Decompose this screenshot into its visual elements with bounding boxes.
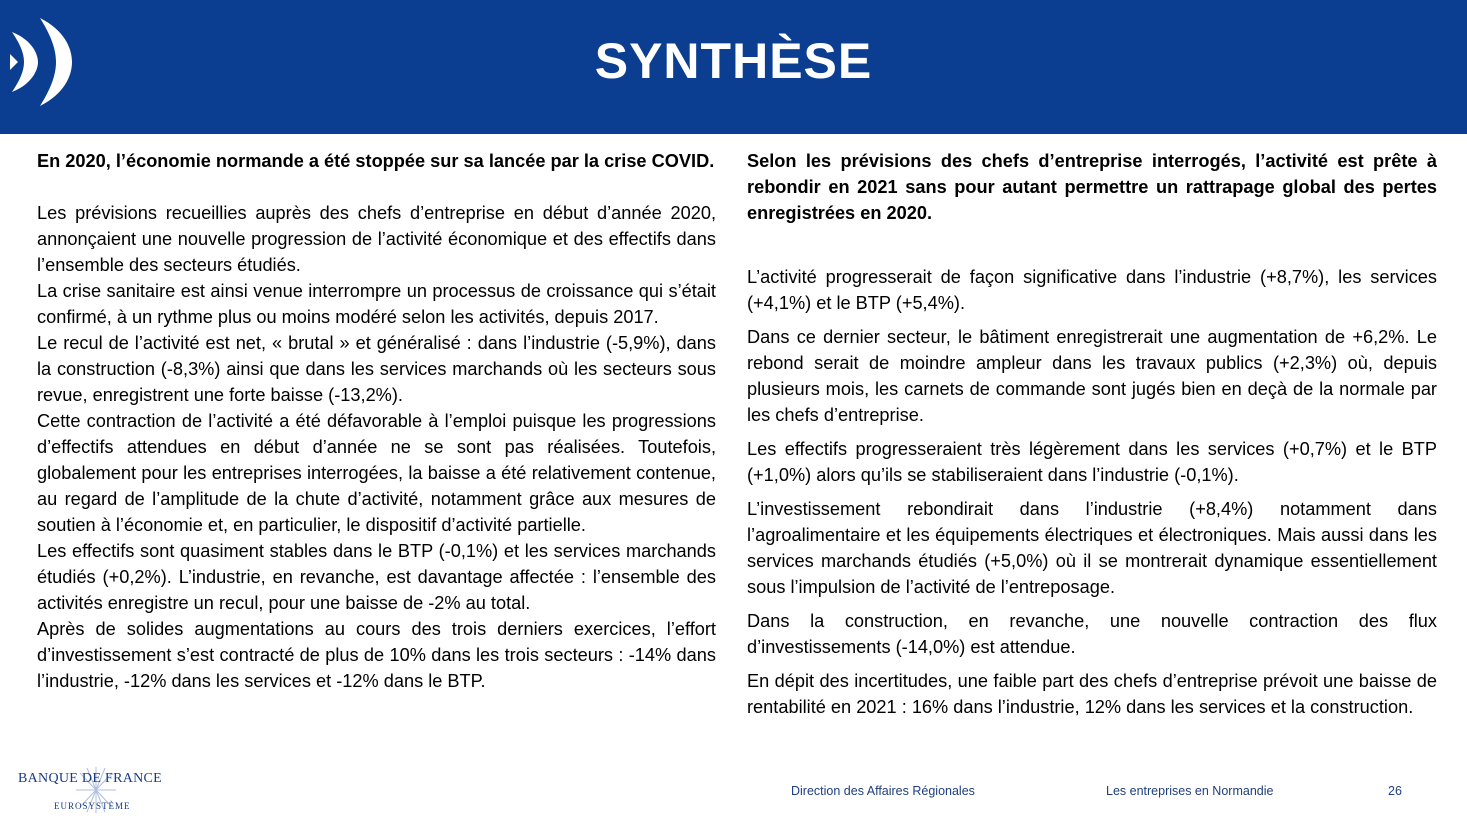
left-lead-paragraph: En 2020, l’économie normande a été stoppée sur sa lancée par la crise COVID. [37, 151, 715, 171]
footer-department: Direction des Affaires Régionales [791, 784, 975, 798]
right-paragraph: L’activité progresserait de façon significative dans l’industrie (+8,7%), les services (+4,1%) et le BTP (+5,4%). [747, 267, 1437, 313]
right-paragraph: Dans la construction, en revanche, une nouvelle contraction des flux d’investissements (-14,0%) est attendue. [747, 611, 1437, 657]
left-paragraph: La crise sanitaire est ainsi venue interrompre un processus de croissance qui s’était confirmé, à un rythme plus ou moins modéré selon les activités, depuis 2017. [37, 281, 716, 327]
banque-de-france-logo [18, 767, 168, 815]
page-title: SYNTHÈSE [594, 33, 873, 89]
right-paragraph: Les effectifs progresseraient très légèrement dans les services (+0,7%) et le BTP (+1,0%) alors qu’ils se stabiliseraient dans l’industrie (-0,1%). [747, 439, 1437, 485]
right-paragraph: En dépit des incertitudes, une faible part des chefs d’entreprise prévoit une baisse de rentabilité en 2021 : 16% dans l’industrie, 12% dans les services et la construction. [747, 671, 1437, 717]
right-lead-paragraph: Selon les prévisions des chefs d’entreprise interrogés, l’activité est prête à rebondir en 2021 sans pour autant permettre un rattrapage global des pertes enregistrées en 2020. [747, 151, 1437, 223]
left-paragraph: Les prévisions recueillies auprès des chefs d’entreprise en début d’année 2020, annonçaient une nouvelle progression de l’activité économique et des effectifs dans l’ensemble des secteurs étudiés. [37, 203, 716, 275]
logo-subtitle: EUROSYSTÈME [54, 801, 131, 811]
left-paragraph: Cette contraction de l’activité a été défavorable à l’emploi puisque les progressions d’effectifs attendues en début d’année ne se sont pas réalisées. Toutefois, globalement pour les entreprises interrogées, la baisse a été relativement contenue, au regard de l’amplitude de la chute d’activité, notamment grâce aux mesures de soutien à l’économie et, en particulier, le dispositif d’activité partielle. [37, 411, 716, 535]
logo-name: BANQUE DE FRANCE [18, 771, 163, 786]
left-paragraph: Les effectifs sont quasiment stables dans le BTP (-0,1%) et les services marchands étudiés (+0,2%). L’industrie, en revanche, est davantage affectée : l’ensemble des activités enregistre un recul, pour une baisse de -2% au total. [37, 541, 716, 613]
footer-document-title: Les entreprises en Normandie [1106, 784, 1274, 798]
left-paragraph: Après de solides augmentations au cours des trois derniers exercices, l’effort d’investissement s’est contracté de plus de 10% dans les trois secteurs : -14% dans l’industrie, -12% dans les services et -12% dans le BTP. [37, 619, 716, 691]
right-column [747, 148, 1437, 728]
right-paragraph: L’investissement rebondirait dans l’industrie (+8,4%) notamment dans l’agroalimentaire et les équipements électriques et électroniques. Mais aussi dans les services marchands étudiés (+5,0%) où il se montrerait dynamique essentiellement sous l’impulsion de l’activité de l’entreposage. [747, 499, 1437, 597]
footer-page-number: 26 [1388, 784, 1402, 798]
right-paragraph: Dans ce dernier secteur, le bâtiment enregistrerait une augmentation de +6,2%. Le rebond serait de moindre ampleur dans les travaux publics (+2,3%) où, depuis plusieurs mois, les carnets de commande sont jugés bien en deçà de la normale par les chefs d’entreprise. [747, 327, 1437, 425]
header-banner [0, 0, 1467, 134]
spacer [37, 174, 716, 200]
left-paragraph: Le recul de l’activité est net, « brutal » et généralisé : dans l’industrie (-5,9%), dans la construction (-8,3%) ainsi que dans les services marchands où les secteurs sous revue, enregistrent une forte baisse (-13,2%). [37, 333, 716, 405]
left-column [37, 148, 716, 694]
